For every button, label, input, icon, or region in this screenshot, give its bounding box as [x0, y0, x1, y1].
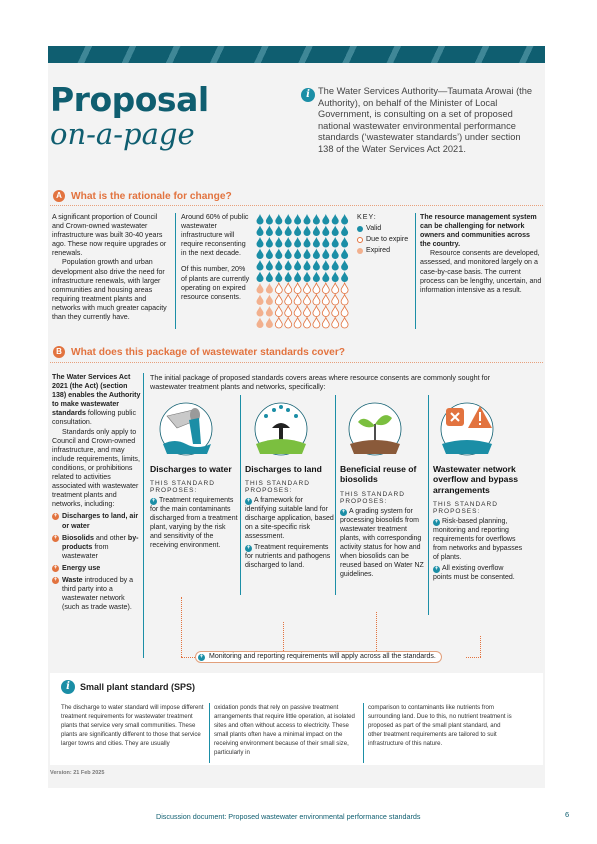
drop-valid [332, 249, 339, 260]
legend-valid-label: Valid [366, 224, 382, 233]
drop-valid [322, 214, 329, 225]
legend-title: KEY: [357, 213, 377, 221]
page-title: Proposal [50, 80, 209, 119]
drop-valid [313, 226, 320, 237]
drop-due [313, 306, 320, 317]
drop-due [285, 283, 292, 294]
drop-valid [332, 260, 339, 271]
drop-due [294, 283, 301, 294]
drop-valid [285, 237, 292, 248]
plus-icon: + [53, 564, 58, 571]
page-subtitle: on-a-page [50, 117, 195, 151]
drop-valid [304, 249, 311, 260]
drop-valid [313, 249, 320, 260]
drop-due [322, 295, 329, 306]
drop-due [304, 295, 311, 306]
act-bold: The Water Services Act 2021 (the Act) (section 138) enables the Authority to make wastewater standards [52, 373, 141, 418]
drop-valid [332, 272, 339, 283]
drop-valid [332, 237, 339, 248]
drop-valid [266, 249, 273, 260]
standard-card [150, 464, 238, 550]
consent-drop-grid [255, 213, 351, 331]
drop-valid [313, 272, 320, 283]
section-a-p1: A significant proportion of Council and Crown-owned wastewater infrastructure was built 30-40 years ago. These now require upgrades or renewals. [52, 213, 167, 258]
legend-due [357, 235, 417, 244]
stat-expired: Of this number, 20% of plants are currently operating on expired resource consents. [181, 265, 250, 301]
section-b-heading [53, 346, 345, 358]
sps-title: Small plant standard (SPS) [80, 682, 196, 692]
drop-valid [266, 260, 273, 271]
card-title: Wastewater network overflow and bypass arrangements [433, 464, 519, 495]
drop-valid [275, 272, 282, 283]
drop-due [285, 318, 292, 329]
drop-valid [257, 249, 264, 260]
drop-due [294, 295, 301, 306]
drop-expired [257, 306, 264, 317]
drop-due [341, 306, 348, 317]
list-item: + Energy use [53, 563, 101, 572]
column-divider [240, 395, 241, 595]
section-b-divider [143, 373, 144, 658]
info-icon: i [61, 680, 75, 694]
activity-list [52, 512, 142, 612]
section-a-badge: A [53, 190, 65, 202]
drop-valid [341, 272, 348, 283]
drop-valid [285, 226, 292, 237]
legend-due-label: Due to expire [366, 235, 409, 244]
drop-valid [285, 260, 292, 271]
stat-reconsent: Around 60% of public wastewater infrastructure will require reconsenting in the next decade. [181, 213, 249, 258]
drop-due [275, 306, 282, 317]
drop-expired [266, 295, 273, 306]
drop-valid [332, 214, 339, 225]
drop-due [304, 283, 311, 294]
drop-due [304, 306, 311, 317]
drop-valid [285, 249, 292, 260]
act-scope: Standards only apply to Council and Crown-owned infrastructure, and may include requirements, limits, conditions, or prohibitions related to activities associated with wastewater treatment plants and networks, including: [52, 427, 140, 509]
standard-card [433, 464, 523, 582]
sps-col-3: comparison to contaminants like nutrients from surrounding land. Due to this, no nutrient treatment is proposed as part of the small plant standard, and other treatment requirements are tailored to suit infrastructure of this nature. [368, 704, 512, 747]
proposes-label: THIS STANDARD PROPOSES: [245, 480, 310, 495]
drop-valid [322, 249, 329, 260]
section-a-left-text [52, 213, 170, 322]
connector-line [466, 657, 481, 658]
list-item: + Waste introduced by a third party into a wastewater network (such as trade waste). [53, 575, 134, 612]
drop-due [322, 283, 329, 294]
section-b-badge: B [53, 346, 65, 358]
sps-divider [363, 703, 364, 763]
list-item: + Biosolids and other by-products from wastewater [53, 533, 139, 560]
rm-system-bold: The resource management system can be challenging for network owners and communities across the country. [420, 213, 537, 249]
connector-line [181, 657, 195, 658]
plus-icon: + [341, 508, 346, 515]
plus-icon: + [53, 576, 58, 583]
drop-due [322, 306, 329, 317]
drop-valid [294, 237, 301, 248]
drop-valid [266, 272, 273, 283]
section-a-divider [175, 213, 176, 329]
drop-valid [275, 237, 282, 248]
drop-valid [285, 272, 292, 283]
drop-valid [275, 249, 282, 260]
drop-valid [341, 237, 348, 248]
drop-valid [322, 237, 329, 248]
drop-due [285, 295, 292, 306]
drop-expired [257, 283, 264, 294]
card-point: + A grading system for processing biosolids from wastewater treatment plants, with corresponding activity status for how and when biosolids can be reused based on Water NZ guidelines. [340, 507, 424, 578]
drop-valid [275, 226, 282, 237]
plus-icon: + [199, 653, 204, 660]
footer-text: Discussion document: Proposed wastewater environmental performance standards [156, 812, 421, 821]
drop-valid [275, 214, 282, 225]
drop-due [322, 318, 329, 329]
card-title: Beneficial reuse of biosolids [340, 464, 417, 485]
drop-valid [304, 226, 311, 237]
drop-due [332, 306, 339, 317]
drop-due [285, 306, 292, 317]
sps-col-2: oxidation ponds that rely on passive treatment arrangements that require little operation, at isolated sites and often without access to electricity. These small plants often have a minimal impact on the receiving environment because of their small size, particularly in [214, 704, 355, 756]
drop-valid [322, 226, 329, 237]
drop-valid [266, 226, 273, 237]
warning-icon [432, 398, 502, 458]
drop-due [275, 295, 282, 306]
legend-valid [357, 224, 417, 233]
drop-due [294, 318, 301, 329]
stat-block [181, 213, 251, 302]
drop-valid [266, 237, 273, 248]
section-a-p2: Population growth and urban development also drive the need for infrastructure renewals, with larger communities and housing areas requiring treatment plants and networks with much greater capacity than they currently have. [52, 258, 167, 322]
drop-due [275, 283, 282, 294]
standard-card [245, 464, 335, 570]
drop-valid [341, 226, 348, 237]
drop-expired [266, 283, 273, 294]
drop-valid [304, 260, 311, 271]
drop-expired [266, 306, 273, 317]
drop-expired [257, 318, 264, 329]
list-item: + Discharges to land, air or water [53, 512, 139, 530]
standard-card [340, 464, 426, 579]
drop-due [304, 318, 311, 329]
drop-due [275, 318, 282, 329]
sps-divider [209, 703, 210, 763]
drop-valid [341, 260, 348, 271]
card-point: + All existing overflow points must be consented. [433, 565, 515, 582]
drop-valid [341, 249, 348, 260]
section-b-left-text [52, 373, 142, 612]
plus-icon: + [246, 545, 251, 552]
drop-due [313, 318, 320, 329]
section-a-rule [50, 205, 543, 206]
drop-valid [257, 237, 264, 248]
drop-due [332, 295, 339, 306]
column-divider [335, 395, 336, 595]
drop-due [313, 283, 320, 294]
page-number: 6 [565, 810, 570, 819]
proposes-label: THIS STANDARD PROPOSES: [150, 480, 215, 495]
card-title: Discharges to land [245, 464, 322, 474]
drop-valid [313, 260, 320, 271]
plus-icon: + [53, 534, 58, 541]
legend [357, 213, 417, 255]
drop-valid [332, 226, 339, 237]
info-icon: i [301, 88, 315, 102]
drop-valid [304, 272, 311, 283]
legend-expired [357, 246, 417, 255]
drop-due [313, 295, 320, 306]
section-a-heading [53, 190, 232, 202]
section-b-title: What does this package of wastewater standards cover? [71, 346, 346, 358]
drop-expired [266, 318, 273, 329]
drop-valid [257, 214, 264, 225]
plus-icon: + [434, 519, 439, 526]
proposes-label: THIS STANDARD PROPOSES: [340, 490, 405, 505]
drop-valid [257, 272, 264, 283]
drop-valid [294, 214, 301, 225]
drop-due [332, 318, 339, 329]
card-title: Discharges to water [150, 464, 232, 474]
column-divider [428, 395, 429, 615]
connector-line [181, 597, 182, 657]
sps-heading [61, 680, 195, 694]
card-point: + Risk-based planning, monitoring and reporting requirements for overflows from networks and bypasses of plants. [433, 518, 523, 562]
pipe-discharge-icon [155, 398, 217, 458]
drop-valid [257, 260, 264, 271]
legend-expired-label: Expired [366, 246, 391, 255]
rm-system-text: Resource consents are developed, assessed, and monitored largely on a case-by-case basis. The current process can be lengthy, uncertain, and information intensive as a result. [420, 249, 542, 294]
act-rest: following public consultation. [52, 409, 136, 427]
seedling-icon [344, 398, 406, 458]
intro-text: The Water Services Authority—Taumata Arowai (the Authority), on behalf of the Minister of Local Government, is consulting on a set of proposed national wastewater environmental performance standards (‘wastewater standards’) under section 138 of the Water Services Act 2021. [318, 86, 533, 154]
plus-icon: + [151, 498, 156, 505]
initial-package-text: The initial package of proposed standards covers areas where resource consents are commonly sought for wastewater treatment plants and networks, specifically: [150, 373, 490, 392]
drop-due [294, 306, 301, 317]
drop-valid [304, 237, 311, 248]
drop-valid [294, 249, 301, 260]
drop-due [341, 295, 348, 306]
card-point: + A framework for identifying suitable land for discharge application, based on a site-specific risk assessment. [245, 497, 334, 541]
sps-col-1: The discharge to water standard will impose different treatment requirements for wastewater treatment plants that service very small communities. These plants are significantly different to those that service larger towns and cities. They are usually [61, 704, 204, 747]
drop-valid [275, 260, 282, 271]
card-point: + Treatment requirements for the main contaminants discharged from a treatment plant, varying by the risk and sensitivity of the receiving environment. [150, 497, 238, 550]
drop-valid [313, 237, 320, 248]
drop-expired [257, 295, 264, 306]
version-label: Version: 21 Feb 2025 [50, 770, 105, 776]
legend-valid-dot [357, 226, 363, 232]
sprinkler-icon [250, 398, 312, 458]
drop-valid [322, 260, 329, 271]
drop-valid [322, 272, 329, 283]
drop-valid [304, 214, 311, 225]
drop-valid [257, 226, 264, 237]
drop-valid [294, 226, 301, 237]
drop-valid [341, 214, 348, 225]
plus-icon: + [53, 513, 58, 520]
monitoring-banner: + Monitoring and reporting requirements will apply across all the standards. [195, 651, 442, 663]
section-a-right-text [420, 213, 542, 295]
drop-due [341, 318, 348, 329]
drop-due [332, 283, 339, 294]
header-stripe [48, 46, 545, 63]
drop-valid [294, 260, 301, 271]
proposes-label: THIS STANDARD PROPOSES: [433, 501, 498, 516]
section-b-rule [50, 362, 543, 363]
drop-valid [285, 214, 292, 225]
plus-icon: + [434, 566, 439, 573]
section-a-title: What is the rationale for change? [71, 190, 232, 202]
connector-line [480, 636, 481, 657]
plus-icon: + [246, 498, 251, 505]
drop-valid [313, 214, 320, 225]
legend-expired-dot [357, 248, 363, 254]
legend-due-dot [357, 237, 363, 243]
section-a-divider-2 [415, 213, 416, 329]
card-point: + Treatment requirements for nutrients and pathogens discharged to land. [245, 544, 331, 570]
drop-valid [294, 272, 301, 283]
drop-due [341, 283, 348, 294]
drop-valid [266, 214, 273, 225]
